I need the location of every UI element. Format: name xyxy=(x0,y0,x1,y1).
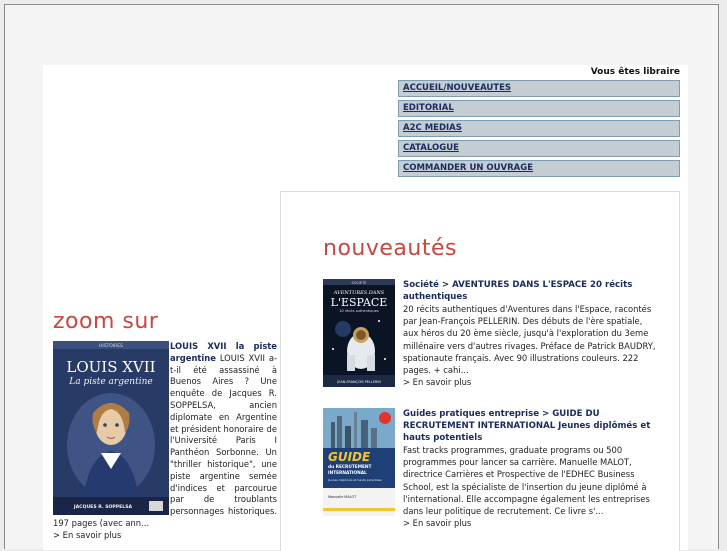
zoom-book-description: LOUIS XVII a-t-il été assassiné à Buenos Aires ? Une enquête de Jacques R. SOPPELSA, ancien diplomate en Argentine et président honoraire de l'Université Paris I Panthéon Sorbonne. Un "thriller historique", une piste argentine semée d'indices et parcourue par de troublants personnages historiques. 197 pages (avec ann... xyxy=(53,352,277,528)
svg-text:La piste argentine: La piste argentine xyxy=(69,377,153,387)
svg-text:LOUIS XVII: LOUIS XVII xyxy=(66,358,156,376)
en-savoir-plus-link[interactable]: > En savoir plus xyxy=(53,529,122,540)
nouveautes-panel xyxy=(280,191,680,551)
book-info xyxy=(403,279,658,388)
book-cover-espace[interactable] xyxy=(323,279,395,387)
nav-item-catalogue[interactable]: CATALOGUE xyxy=(398,140,680,157)
svg-text:AVENTURES DANS: AVENTURES DANS xyxy=(333,290,385,296)
zoom-title: zoom sur xyxy=(53,309,159,334)
svg-text:Jeunes diplômés et hauts poten: Jeunes diplômés et hauts potentiels xyxy=(328,478,382,482)
book-cover-guide-recrutement[interactable] xyxy=(323,408,395,516)
nav-item-commander[interactable]: COMMANDER UN OUVRAGE xyxy=(398,160,680,177)
svg-text:JACQUES R. SOPPELSA: JACQUES R. SOPPELSA xyxy=(73,505,133,510)
svg-text:L'ESPACE: L'ESPACE xyxy=(330,296,388,309)
nav-item-a2c-medias[interactable]: A2C MEDIAS xyxy=(398,120,680,137)
book-cover-louis-xvii[interactable] xyxy=(53,341,169,515)
book-title[interactable]: Guides pratiques entreprise > GUIDE DU RECRUTEMENT INTERNATIONAL Jeunes diplômés et hauts potentiels xyxy=(403,409,651,443)
svg-text:20 récits authentiques: 20 récits authentiques xyxy=(339,309,379,313)
svg-text:JEAN-FRANÇOIS PELLERIN: JEAN-FRANÇOIS PELLERIN xyxy=(337,380,381,384)
libraire-link[interactable]: Vous êtes libraire xyxy=(590,67,680,77)
book-title[interactable]: Société > AVENTURES DANS L'ESPACE 20 récits authentiques xyxy=(403,280,633,302)
page-content xyxy=(43,65,688,550)
en-savoir-plus-link[interactable]: > En savoir plus xyxy=(403,518,472,529)
en-savoir-plus-link[interactable]: > En savoir plus xyxy=(403,377,472,388)
svg-text:INTERNATIONAL: INTERNATIONAL xyxy=(328,471,367,476)
svg-text:HISTOIRES: HISTOIRES xyxy=(98,344,124,349)
book-info xyxy=(403,408,658,529)
svg-text:GUIDE: GUIDE xyxy=(328,450,371,464)
zoom-book-title[interactable]: LOUIS XVII la piste argentine xyxy=(170,341,277,363)
zoom-section xyxy=(53,341,277,542)
svg-text:du RECRUTEMENT: du RECRUTEMENT xyxy=(328,465,372,470)
svg-text:SOCIÉTÉ: SOCIÉTÉ xyxy=(351,281,367,285)
book-description: 20 récits authentiques d'Aventures dans l'Espace, racontés par Jean-François PELLERIN. Des débuts de l'ère spatiale, aux héros du 20 ème siècle, jusqu'à l'exploration du 3eme millénaire vers d'autres rivages. Préface de Patrick BAUDRY, spationaute français. Avec 90 illustrations couleurs. 222 pages. + cahi... xyxy=(403,304,656,376)
book-description: Fast tracks programmes, graduate programs ou 500 programmes pour lancer sa carrière. Manuelle MALOT, directrice Carrières et Prospective de l'EDHEC Business School, est la spécialiste de l'insertion du jeune diplômé à l'international. Elle accompagne également les entreprises dans leur politique de recrutement. Ce livre s'... xyxy=(403,445,650,517)
nav-item-editorial[interactable]: EDITORIAL xyxy=(398,100,680,117)
svg-text:Manuelle MALOT: Manuelle MALOT xyxy=(328,495,357,499)
nav-item-accueil[interactable]: ACCUEIL/NOUVEAUTES xyxy=(398,80,680,97)
nouveautes-title: nouveautés xyxy=(323,236,457,261)
main-nav xyxy=(398,80,680,180)
browser-frame xyxy=(4,4,719,549)
